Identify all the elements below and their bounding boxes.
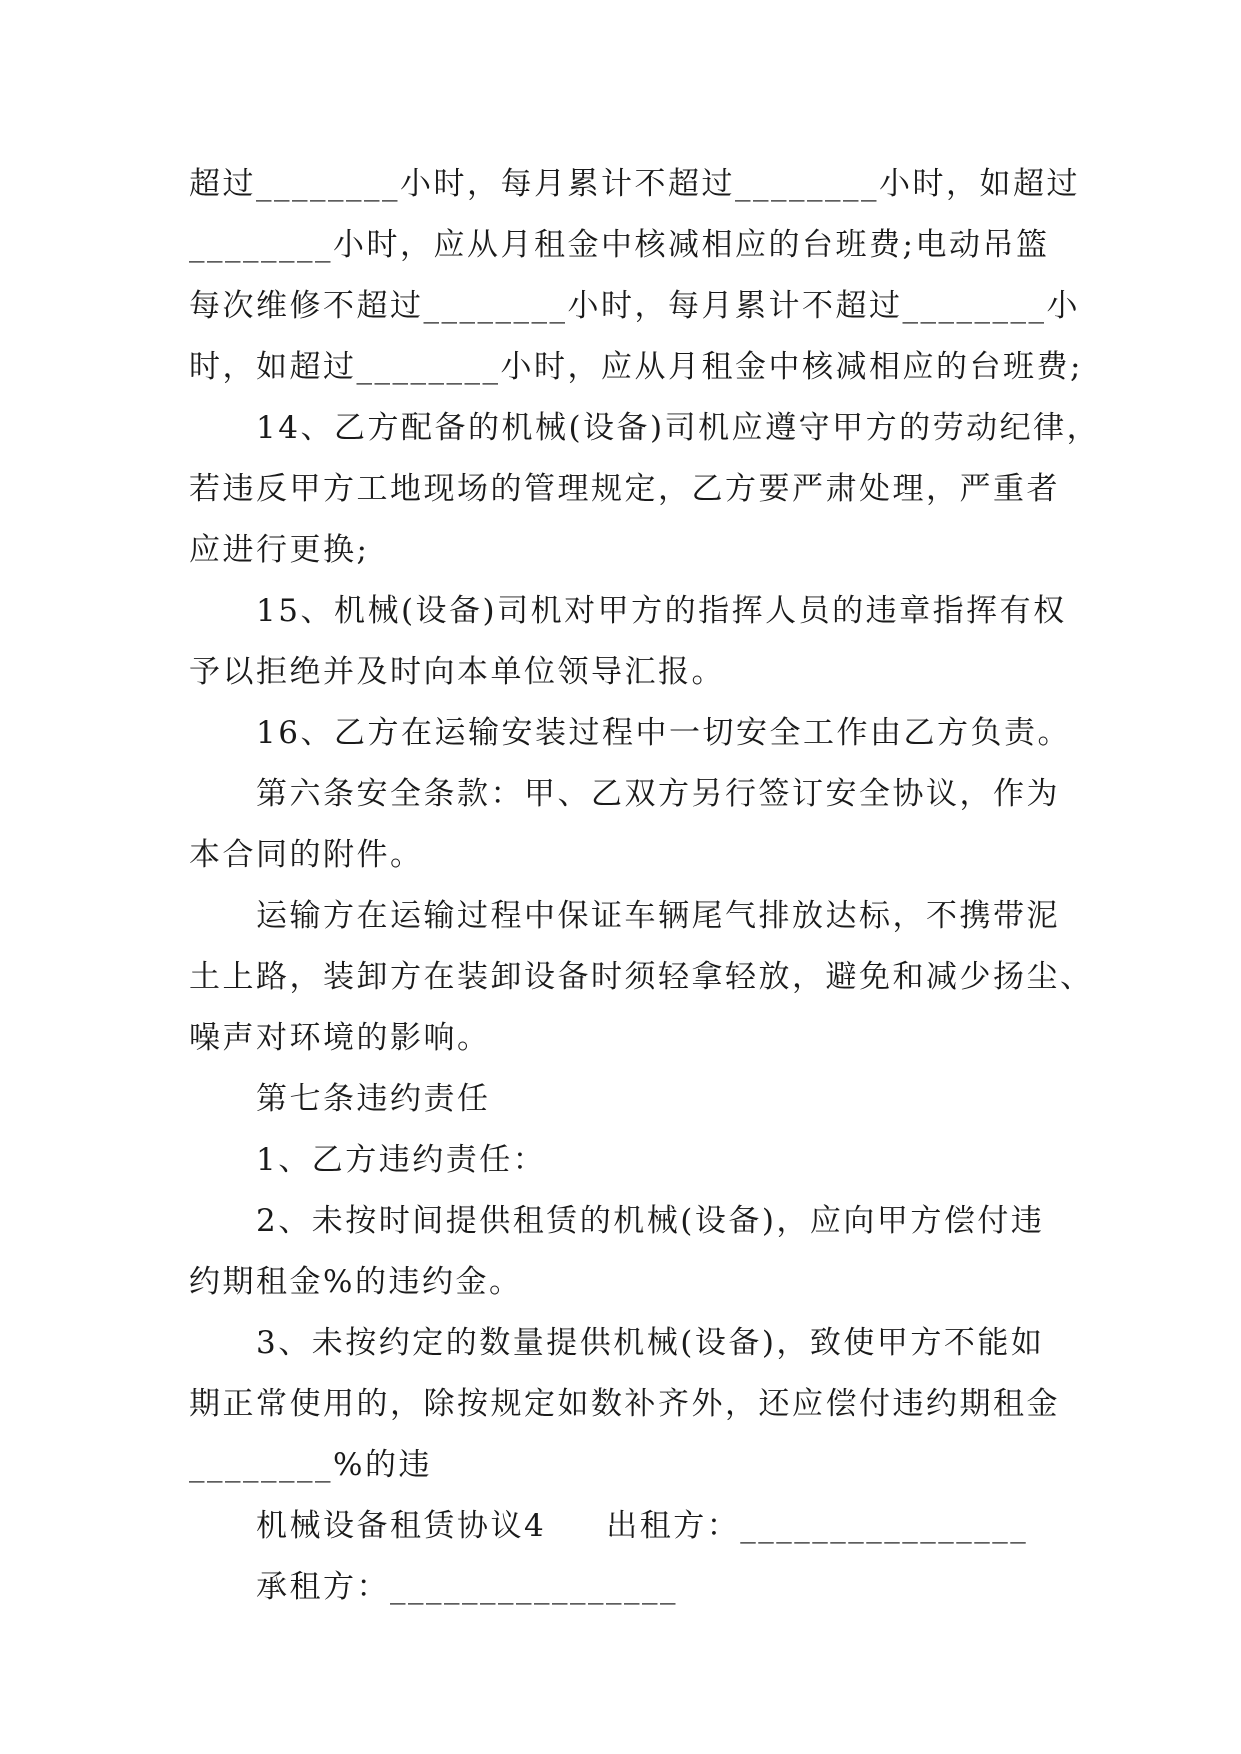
lessor-field: 出租方：________________ bbox=[606, 1508, 1029, 1544]
signature-row-lessor bbox=[189, 1496, 1069, 1557]
transport-paragraph-start: 运输方在运输过程中保证车辆尾气排放达标，不携带泥 bbox=[256, 898, 1060, 934]
clause-16: 16、乙方在运输安装过程中一切安全工作由乙方负责。 bbox=[256, 715, 1071, 751]
text-line: 本合同的附件。 bbox=[189, 837, 424, 873]
clause-1: 1、乙方违约责任： bbox=[256, 1142, 547, 1178]
text-line: 超过________小时，每月累计不超过________小时，如超过 bbox=[189, 166, 1080, 202]
text-line: 时，如超过________小时，应从月租金中核减相应的台班费; bbox=[189, 349, 1083, 385]
document-body bbox=[189, 154, 1101, 1618]
text-line: 应进行更换; bbox=[189, 532, 370, 568]
text-line: 每次维修不超过________小时，每月累计不超过________小 bbox=[189, 288, 1080, 324]
text-line: 予以拒绝并及时向本单位领导汇报。 bbox=[189, 654, 725, 690]
text-line: 期正常使用的，除按规定如数补齐外，还应偿付违约期租金 bbox=[189, 1386, 1060, 1422]
clause-15-start: 15、机械(设备)司机对甲方的指挥人员的违章指挥有权 bbox=[256, 593, 1067, 629]
text-line: 土上路，装卸方在装卸设备时须轻拿轻放，避免和减少扬尘、 bbox=[189, 959, 1094, 995]
article-7-heading: 第七条违约责任 bbox=[256, 1081, 491, 1117]
lessee-field: 承租方：________________ bbox=[256, 1569, 678, 1605]
agreement-title: 机械设备租赁协议4 bbox=[256, 1508, 547, 1544]
text-line: 约期租金%的违约金。 bbox=[189, 1264, 523, 1300]
article-6-start: 第六条安全条款：甲、乙双方另行签订安全协议，作为 bbox=[256, 776, 1060, 812]
text-line: ________小时，应从月租金中核减相应的台班费;电动吊篮 bbox=[189, 227, 1050, 263]
text-line: ________%的违 bbox=[189, 1447, 432, 1483]
text-line: 若违反甲方工地现场的管理规定，乙方要严肃处理，严重者 bbox=[189, 471, 1060, 507]
signature-row-lessee bbox=[189, 1557, 1069, 1618]
clause-3-start: 3、未按约定的数量提供机械(设备)，致使甲方不能如 bbox=[256, 1325, 1045, 1361]
clause-14-start: 14、乙方配备的机械(设备)司机应遵守甲方的劳动纪律， bbox=[256, 410, 1101, 446]
text-line: 噪声对环境的影响。 bbox=[189, 1020, 491, 1056]
clause-2-start: 2、未按时间提供租赁的机械(设备)，应向甲方偿付违 bbox=[256, 1203, 1045, 1239]
